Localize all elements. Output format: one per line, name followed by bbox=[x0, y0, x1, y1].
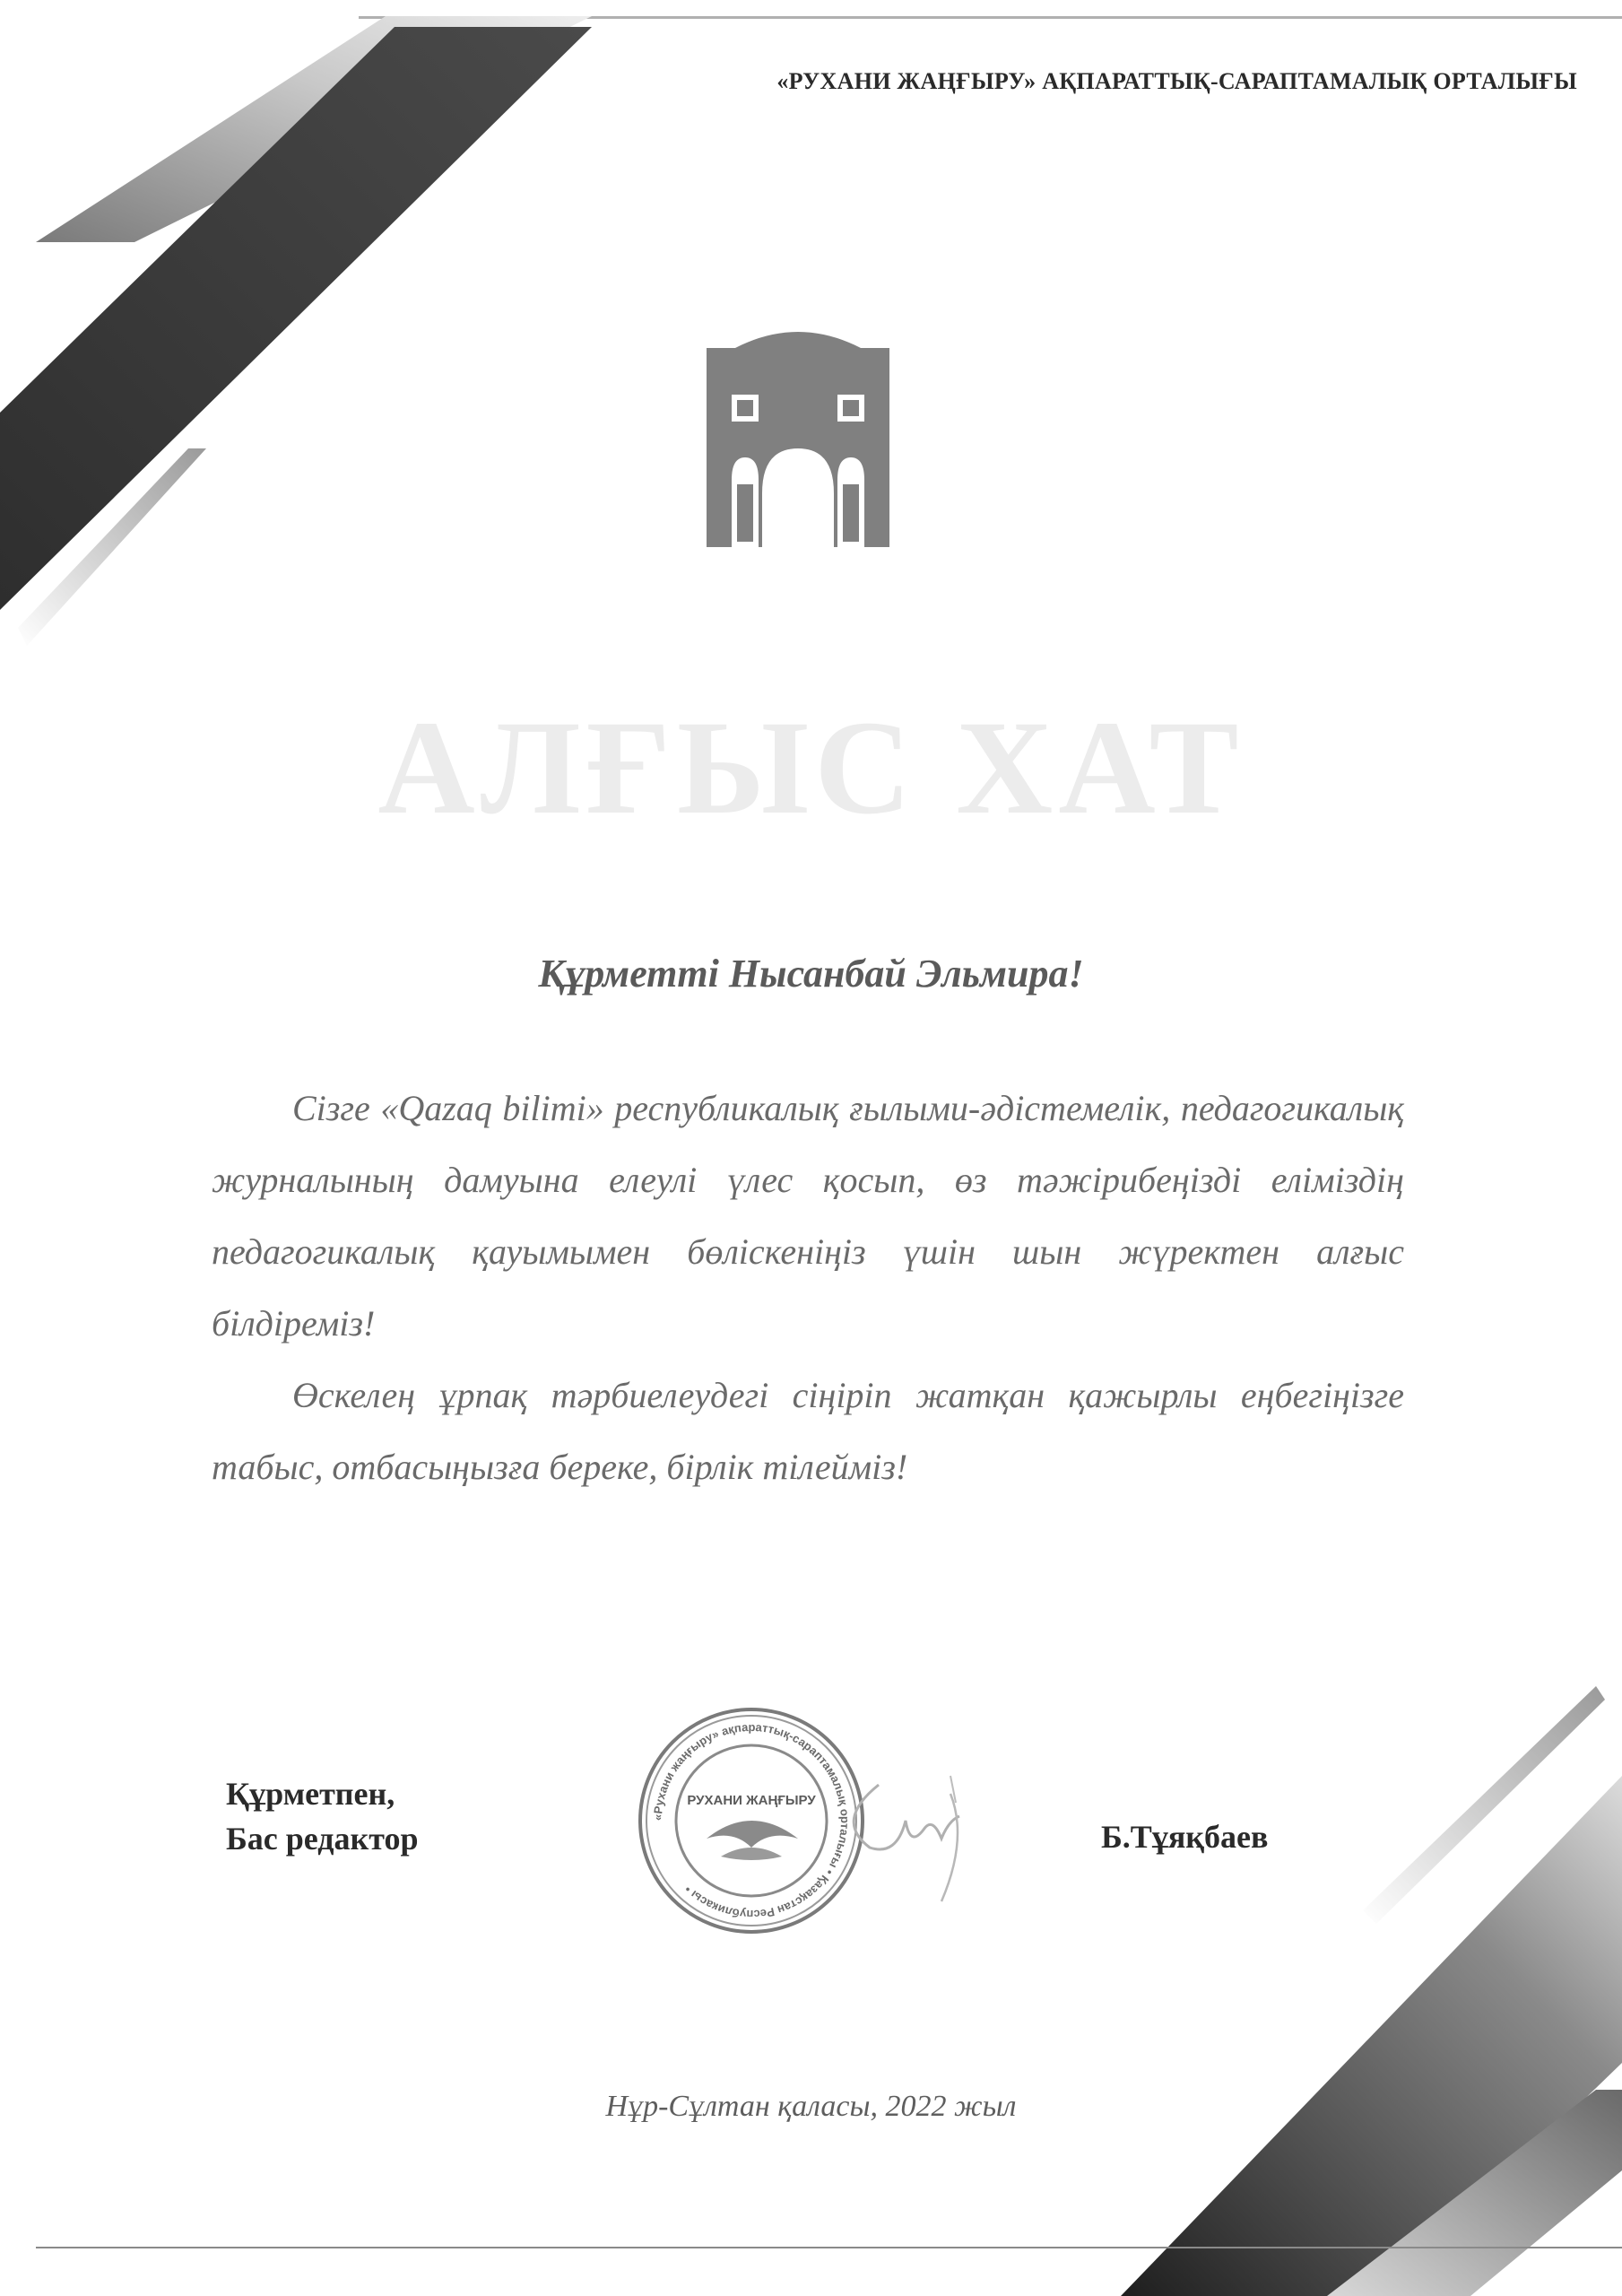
body-paragraph: Сізге «Qazaq bilimi» республикалық ғылыми-әдістемелік, педагогикалық журналының дамуына елеулі үлес қосып, өз тәжірибеңізді еліміздің педагогикалық қауымымен бөліскеніңіз үшін шын жүректен алғыс білдіреміз! bbox=[212, 1088, 1404, 1344]
position-line: Бас редактор bbox=[226, 1821, 419, 1857]
body-paragraph: Өскелең ұрпақ тәрбиелеудегі сіңіріп жатқан қажырлы еңбегіңізге табыс, отбасыңызға береке, бірлік тілейміз! bbox=[212, 1375, 1404, 1487]
handwritten-signature-icon bbox=[843, 1767, 1022, 1910]
closing-line: Құрметпен, bbox=[226, 1776, 395, 1812]
seal-center-text: РУХАНИ ЖАҢҒЫРУ bbox=[687, 1793, 816, 1808]
letter-title: АЛҒЫС ХАТ bbox=[377, 693, 1245, 842]
signature-title-block bbox=[226, 1771, 419, 1861]
seal-ring-text: «Рухани жаңғыру» ақпараттық-сараптамалық орталығы • Қазақстан Республикасы • bbox=[650, 1719, 853, 1922]
organization-header: «РУХАНИ ЖАҢҒЫРУ» АҚПАРАТТЫҚ-САРАПТАМАЛЫҚ ОРТАЛЫҒЫ bbox=[776, 68, 1577, 94]
arch-building-icon bbox=[699, 323, 897, 547]
letter-body bbox=[212, 1073, 1404, 1503]
bottom-divider bbox=[36, 2247, 1622, 2248]
signatory-name: Б.Тұяқбаев bbox=[1101, 1819, 1269, 1855]
place-and-year: Нұр-Сұлтан қаласы, 2022 жыл bbox=[605, 2090, 1017, 2123]
official-seal-icon bbox=[635, 1704, 868, 1937]
recipient-greeting: Құрметті Нысанбай Эльмира! bbox=[538, 952, 1084, 996]
